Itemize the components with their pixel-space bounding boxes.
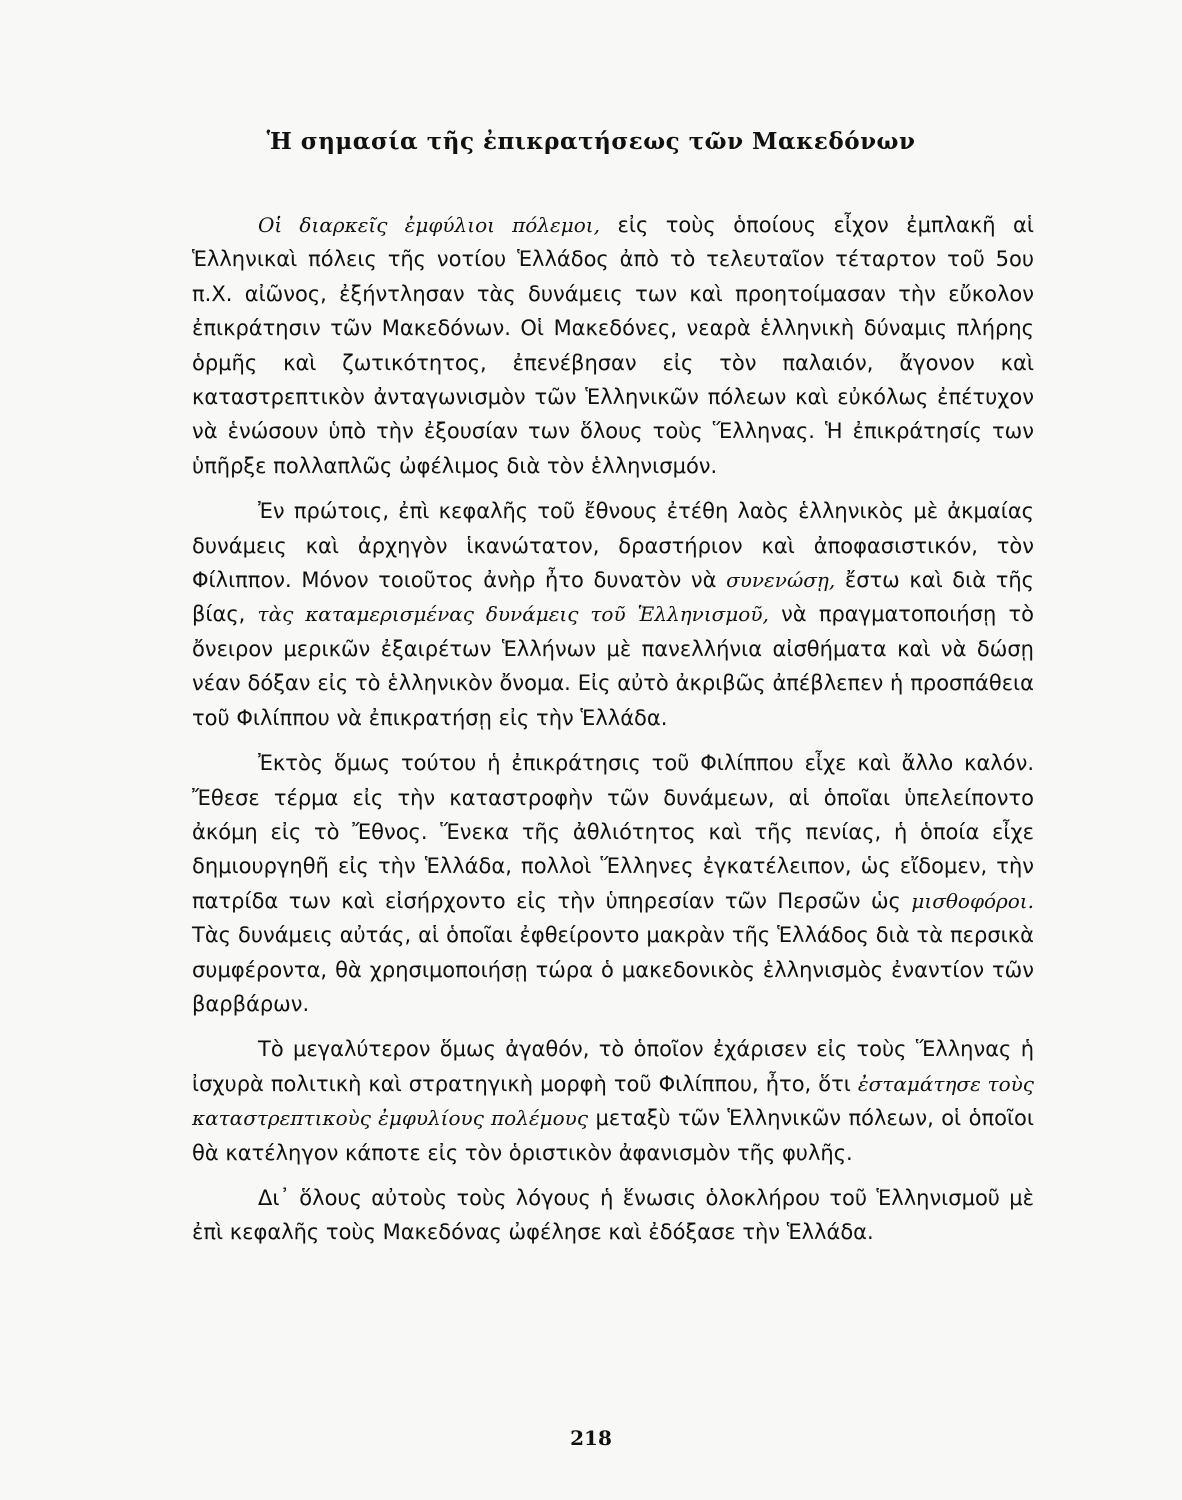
page-title: Ἡ σημασία τῆς ἐπικρατήσεως τῶν Μακεδόνων [266, 128, 916, 155]
paragraph-4 [192, 1032, 1034, 1170]
paragraph-2 [192, 494, 1034, 735]
paragraph-text: Ἐκτὸς ὅμως τούτου ἡ ἐπικράτησις τοῦ Φιλίππου εἶχε καὶ ἄλλο καλόν. Ἔθεσε τέρμα εἰς τὴν καταστροφὴν τῶν δυνάμεων, αἱ ὁποῖαι ὑπελείποντο ἀκόμη εἰς τὸ Ἔθνος. Ἕνεκα τῆς ἀθλιότητος καὶ τῆς πενίας, ἡ ὁποία εἶχε δημιουργηθῆ εἰς τὴν Ἑλλάδα, πολλοὶ Ἕλληνες ἐγκατέλειπον, ὡς εἴδομεν, τὴν πατρίδα των καὶ εἰσήρχοντο εἰς τὴν ὑπηρεσίαν τῶν Περσῶν ὡς [192, 751, 1034, 913]
paragraph-text: εἰς τοὺς ὁποίους εἶχον ἐμπλακῆ αἱ Ἑλληνικαὶ πόλεις τῆς νοτίου Ἑλλάδος ἀπὸ τὸ τελευταῖον τέταρτον τοῦ 5ου π.Χ. αἰῶνος, ἐξήντλησαν τὰς δυνάμεις των καὶ προητοίμασαν τὴν εὔκολον ἐπικράτησιν τῶν Μακεδόνων. Οἱ Μακεδόνες, νεαρὰ ἑλληνικὴ δύναμις πλήρης ὁρμῆς καὶ ζωτικότητος, ἐπενέβησαν εἰς τὸν παλαιόν, ἄγονον καὶ καταστρεπτικὸν ἀνταγωνισμὸν τῶν Ἑλληνικῶν πόλεων καὶ εὐκόλως ἐπέτυχον νὰ ἑνώσουν ὑπὸ τὴν ἐξουσίαν των ὅλους τοὺς Ἕλληνας. Ἡ ἐπικράτησίς των ὑπῆρξε πολλαπλῶς ὠφέλιμος διὰ τὸν ἑλληνισμόν. [192, 213, 1034, 478]
paragraph-5 [192, 1181, 1034, 1250]
emphasis-text: μισθοφόροι. [911, 888, 1034, 913]
paragraph-text: ἔστω καὶ διὰ τῆς βίας, [192, 568, 1034, 627]
emphasis-text: ἐσταμάτησε τοὺς καταστρεπτικοὺς ἐμφυλίους πολέμους [192, 1071, 1035, 1131]
paragraph-text: Τὰς δυνάμεις αὐτάς, αἱ ὁποῖαι ἐφθείροντο μακρὰν τῆς Ἑλλάδος διὰ τὰ περσικὰ συμφέροντα, θὰ χρησιμοποιήσῃ τώρα ὁ μακεδονικὸς ἑλληνισμὸς ἐναντίον τῶν βαρβάρων. [192, 923, 1034, 1016]
paragraph-text: Ἐν πρώτοις, ἐπὶ κεφαλῆς τοῦ ἔθνους ἐτέθη λαὸς ἑλληνικὸς μὲ ἀκμαίας δυνάμεις καὶ ἀρχηγὸν ἱκανώτατον, δραστήριον καὶ ἀποφασιστικόν, τὸν Φίλιππον. Μόνον τοιοῦτος ἀνὴρ ἦτο δυνατὸν νὰ [192, 499, 1034, 593]
paragraph-text: μεταξὺ τῶν Ἑλληνικῶν πόλεων, οἱ ὁποῖοι θὰ κατέληγον κάποτε εἰς τὸν ὁριστικὸν ἀφανισμὸν τῆς φυλῆς. [192, 1106, 1035, 1165]
paragraph-text: Δι᾿ ὅλους αὐτοὺς τοὺς λόγους ἡ ἕνωσις ὁλοκλήρου τοῦ Ἑλληνισμοῦ μὲ ἐπὶ κεφαλῆς τοὺς Μακεδόνας ὠφέλησε καὶ ἐδόξασε τὴν Ἑλλάδα. [192, 1185, 1034, 1245]
emphasis-text: Οἱ διαρκεῖς ἐμφύλιοι πόλεμοι, [258, 213, 600, 237]
body-text [192, 208, 1034, 1261]
paragraph-text: Τὸ μεγαλύτερον ὅμως ἀγαθόν, τὸ ὁποῖον ἐχάρισεν εἰς τοὺς Ἕλληνας ἡ ἰσχυρὰ πολιτικὴ καὶ στρατηγικὴ μορφὴ τοῦ Φιλίππου, ἦτο, ὅτι [192, 1037, 1034, 1096]
page-number: 218 [570, 1426, 612, 1450]
paragraph-3 [192, 746, 1034, 1021]
emphasis-text: συνενώσῃ, [726, 568, 836, 593]
paragraph-text: νὰ πραγματοποιήσῃ τὸ ὄνειρον μερικῶν ἐξαιρέτων Ἑλλήνων μὲ πανελλήνια αἰσθήματα καὶ νὰ δώσῃ νέαν δόξαν εἰς τὸ ἑλληνικὸν ὄνομα. Εἰς αὐτὸ ἀκριβῶς ἀπέβλεπεν ἡ προσπάθεια τοῦ Φιλίππου νὰ ἐπικρατήσῃ εἰς τὴν Ἑλλάδα. [192, 602, 1034, 730]
paragraph-1 [192, 208, 1034, 483]
emphasis-text: τὰς καταμερισμένας δυνάμεις τοῦ Ἑλληνισμοῦ, [257, 602, 769, 627]
